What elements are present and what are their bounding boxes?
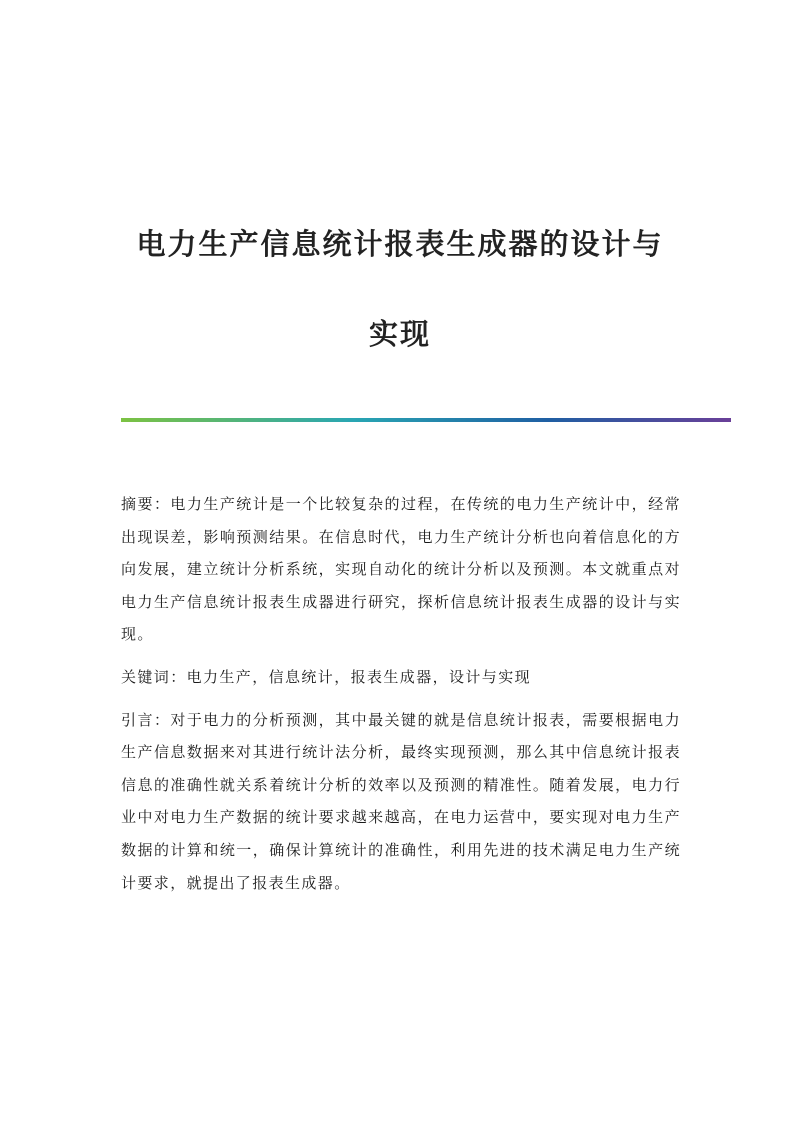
document-body <box>121 488 681 909</box>
introduction-paragraph: 引言：对于电力的分析预测，其中最关键的就是信息统计报表，需要根据电力生产信息数据来对其进行统计法分析，最终实现预测，那么其中信息统计报表信息的准确性就关系着统计分析的效率以及预测的精准性。随着发展，电力行业中对电力生产数据的统计要求越来越高，在电力运营中，要实现对电力生产数据的计算和统一，确保计算统计的准确性，利用先进的技术满足电力生产统计要求，就提出了报表生成器。 <box>121 710 681 892</box>
document-title <box>100 199 700 379</box>
title-line-1: 电力生产信息统计报表生成器的设计与 <box>136 227 664 262</box>
keywords-paragraph: 关键词：电力生产，信息统计，报表生成器，设计与实现 <box>121 667 532 686</box>
abstract-paragraph: 摘要：电力生产统计是一个比较复杂的过程，在传统的电力生产统计中，经常出现误差，影响预测结果。在信息时代，电力生产统计分析也向着信息化的方向发展，建立统计分析系统，实现自动化的统计分析以及预测。本文就重点对电力生产信息统计报表生成器进行研究，探析信息统计报表生成器的设计与实现。 <box>121 495 681 644</box>
gradient-divider <box>121 418 731 422</box>
title-line-2: 实现 <box>368 317 431 352</box>
